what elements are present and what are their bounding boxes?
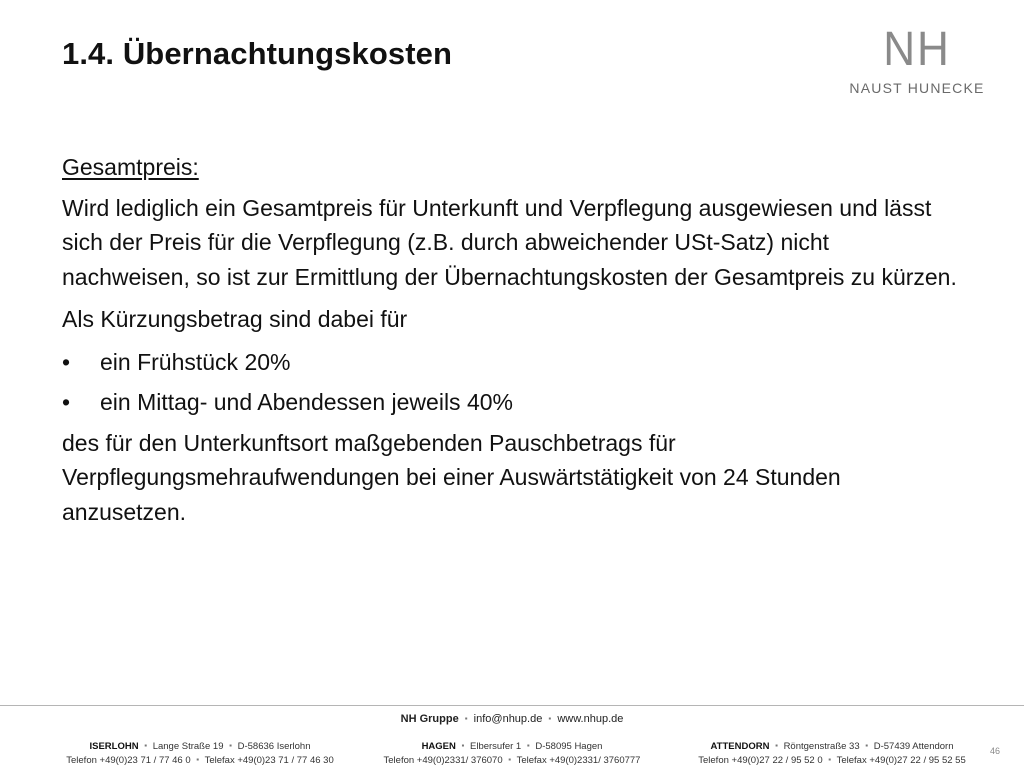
- subheading: Gesamtpreis:: [62, 154, 199, 180]
- office-iserlohn: [50, 739, 350, 767]
- separator-icon: ▪: [461, 741, 465, 750]
- office-contact-line: [362, 753, 662, 767]
- separator-icon: ▪: [775, 741, 778, 750]
- footer-website-link[interactable]: www.nhup.de: [557, 713, 624, 725]
- footer-divider: [0, 705, 1024, 706]
- office-address-line: [682, 739, 982, 753]
- bullet-icon: •: [62, 389, 71, 415]
- office-address-line: [50, 739, 350, 753]
- office-fax: Telefax +49(0)27 22 / 95 52 55: [836, 755, 966, 766]
- logo-mark: NH: [883, 23, 951, 76]
- list-item: [62, 385, 962, 420]
- separator-icon: ▪: [464, 714, 468, 723]
- slide-body: [62, 150, 962, 537]
- footer-company-name: NH Gruppe: [400, 713, 459, 725]
- separator-icon: ▪: [828, 755, 832, 764]
- footer-email-link[interactable]: info@nhup.de: [473, 713, 543, 725]
- office-contact-line: [682, 753, 982, 767]
- office-fax: Telefax +49(0)23 71 / 77 46 30: [204, 755, 334, 766]
- office-zip-city: D-57439 Attendorn: [873, 741, 954, 752]
- separator-icon: ▪: [526, 741, 530, 750]
- list-item-text: ein Mittag- und Abendessen jeweils 40%: [100, 389, 513, 415]
- office-zip-city: D-58095 Hagen: [535, 741, 603, 752]
- office-phone: Telefon +49(0)27 22 / 95 52 0: [698, 755, 823, 766]
- paragraph-reduction-intro: Als Kürzungsbetrag sind dabei für: [62, 306, 408, 332]
- list-item-text: ein Frühstück 20%: [100, 348, 291, 375]
- office-zip-city: D-58636 Iserlohn: [237, 741, 311, 752]
- separator-icon: ▪: [548, 714, 552, 723]
- footer-contact-line: [0, 713, 1024, 725]
- office-street: Elbersufer 1: [470, 741, 522, 752]
- office-phone: Telefon +49(0)23 71 / 77 46 0: [66, 755, 191, 766]
- office-contact-line: [50, 753, 350, 767]
- paragraph-total-price: Wird lediglich ein Gesamtpreis für Unterkunft und Verpflegung ausgewiesen und lässt sich der Preis für die Verpflegung (z.B. durch abweichender USt-Satz) nicht nachweisen, so ist zur Ermittlung der Übernachtungskosten der Gesamtpreis zu kürzen.: [62, 194, 957, 290]
- reduction-list: [62, 345, 962, 420]
- office-city: ISERLOHN: [89, 741, 139, 752]
- office-fax: Telefax +49(0)2331/ 3760777: [516, 755, 641, 766]
- office-phone: Telefon +49(0)2331/ 376070: [383, 755, 503, 766]
- office-address-line: [362, 739, 662, 753]
- separator-icon: ▪: [865, 741, 869, 750]
- separator-icon: ▪: [229, 741, 232, 750]
- separator-icon: ▪: [508, 755, 512, 764]
- bullet-icon: •: [62, 348, 71, 375]
- logo-company-name: NAUST HUNECKE: [849, 80, 985, 96]
- office-city: HAGEN: [421, 741, 456, 752]
- list-item: [62, 345, 962, 380]
- office-city: ATTENDORN: [710, 741, 770, 752]
- office-attendorn: [682, 739, 982, 767]
- slide-title: 1.4. Übernachtungskosten: [62, 36, 452, 71]
- company-logo: [834, 23, 1000, 96]
- page-number: 46: [989, 746, 1000, 756]
- office-street: Lange Straße 19: [152, 741, 224, 752]
- paragraph-per-diem: des für den Unterkunftsort maßgebenden Pauschbetrags für Verpflegungsmehraufwendungen bei einer Auswärtstätigkeit von 24 Stunden anzusetzen.: [62, 429, 841, 525]
- office-street: Röntgenstraße 33: [783, 741, 860, 752]
- office-hagen: [362, 739, 662, 767]
- separator-icon: ▪: [196, 755, 200, 764]
- separator-icon: ▪: [144, 741, 148, 750]
